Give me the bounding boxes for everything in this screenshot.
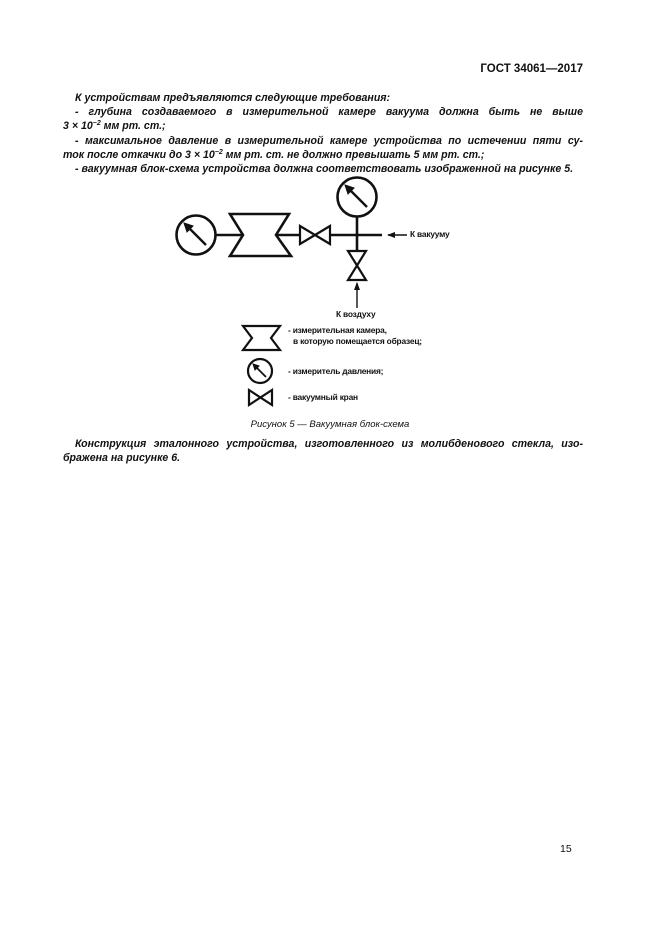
legend-gauge: - измеритель давления; (288, 366, 384, 376)
text-fragment: мм рт. ст. не должно превышать 5 мм рт. ст.; (222, 148, 485, 161)
requirement-2-line1: - максимальное давление в измерительной камере устройства по истечении пяти су- (75, 134, 583, 147)
measuring-chamber-icon (243, 326, 280, 350)
construction-paragraph (63, 437, 583, 465)
vacuum-valve-icon (249, 390, 272, 405)
vacuum-valve-icon (348, 251, 366, 280)
requirements-intro: К устройствам предъявляются следующие требования: (75, 92, 391, 104)
requirement-1-line1: - глубина создаваемого в измерительной камере вакуума должна быть не выше (75, 106, 583, 119)
requirement-3: - вакуумная блок-схема устройства должна соответствовать изображенной на рисунке 5. (75, 163, 574, 176)
label-to-air: К воздуху (336, 309, 376, 319)
text-fragment: 3 × 10 (63, 120, 93, 133)
exponent: −2 (214, 148, 223, 156)
page-number: 15 (560, 843, 572, 855)
pressure-gauge-icon (248, 359, 272, 383)
document-standard-id: ГОСТ 34061—2017 (480, 63, 583, 75)
label-to-vacuum: К вакууму (410, 229, 450, 239)
construction-line2: бражена на рисунке 6. (63, 452, 181, 465)
legend-chamber-line1: - измерительная камера, (288, 325, 387, 335)
vacuum-valve-icon (300, 226, 330, 244)
construction-line1: Конструкция эталонного устройства, изготовленного из молибденового стекла, изо- (75, 438, 583, 450)
legend-valve: - вакуумный кран (288, 392, 358, 402)
text-fragment: мм рт. ст.; (100, 120, 166, 133)
legend-chamber-line2: в которую помещается образец; (293, 336, 422, 346)
pressure-gauge-icon (338, 178, 377, 217)
figure-caption: Рисунок 5 — Вакуумная блок-схема (250, 419, 410, 430)
pressure-gauge-icon (177, 216, 216, 255)
exponent: −2 (92, 120, 101, 128)
text-fragment: ток после откачки до 3 × 10 (63, 148, 215, 161)
